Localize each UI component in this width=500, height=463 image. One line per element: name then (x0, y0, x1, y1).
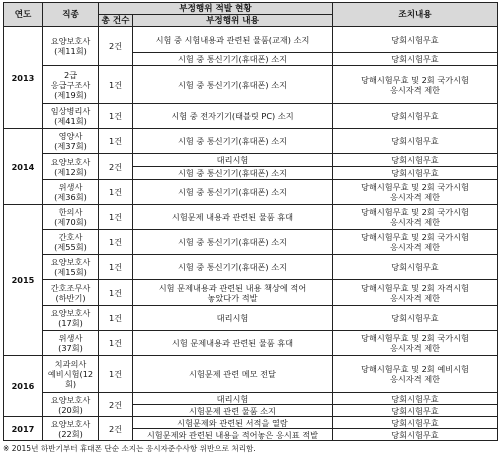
table-row (4, 104, 498, 129)
table-row (4, 27, 498, 53)
year-cell: 2016 (4, 356, 43, 417)
table-row (4, 66, 498, 104)
table-row (4, 356, 498, 393)
job-cell: 임상병리사 (제41회) (43, 104, 99, 129)
header-year: 연도 (4, 3, 43, 27)
footnote: ※ 2015년 하반기부터 휴대폰 단순 소지는 응시자준수사항 위반으로 처리함. (3, 444, 256, 453)
content-cell: 시험 문제내용과 관련된 물품 휴대 (133, 331, 333, 356)
count-cell: 1건 (99, 280, 133, 306)
count-cell: 1건 (99, 205, 133, 230)
table-row (4, 154, 498, 167)
job-cell: 위생사 (제36회) (43, 180, 99, 205)
content-cell: 시험문제 관련 물품 소지 (133, 405, 333, 417)
action-cell: 당해시험무효 및 2회 자격시험 응시자격 제한 (333, 280, 498, 306)
content-cell: 시험 중 통신기기(휴대폰) 소지 (133, 230, 333, 255)
action-cell: 당회시험무효 (333, 306, 498, 331)
action-cell: 당회시험무효 (333, 129, 498, 154)
job-cell: 2급 응급구조사 (제19회) (43, 66, 99, 104)
job-cell: 요양보호사 (제15회) (43, 255, 99, 280)
header-total-count: 총 건수 (99, 15, 133, 27)
job-cell: 영양사 (제37회) (43, 129, 99, 154)
table-row (4, 393, 498, 405)
table-row (4, 205, 498, 230)
count-cell: 1건 (99, 331, 133, 356)
job-cell: 간호사 (제55회) (43, 230, 99, 255)
year-cell: 2014 (4, 129, 43, 205)
count-cell: 1건 (99, 306, 133, 331)
table-row (4, 417, 498, 429)
table-row (4, 230, 498, 255)
action-cell: 당회시험무효 (333, 167, 498, 180)
count-cell: 2건 (99, 417, 133, 441)
count-cell: 1건 (99, 129, 133, 154)
action-cell: 당해시험무효 및 2회 국가시험 응시자격 제한 (333, 66, 498, 104)
action-cell: 당회시험무효 (333, 53, 498, 66)
count-cell: 2건 (99, 393, 133, 417)
header-violation-content: 부정행위 내용 (133, 15, 333, 27)
action-cell: 당회시험무효 (333, 393, 498, 405)
count-cell: 1건 (99, 104, 133, 129)
table-row (4, 331, 498, 356)
action-cell: 당회시험무효 (333, 429, 498, 441)
content-cell: 시험문제 내용과 관련된 물품 휴대 (133, 205, 333, 230)
count-cell: 1건 (99, 66, 133, 104)
content-cell: 시험 문제내용과 관련된 내용 책상에 적어 놓았다가 적발 (133, 280, 333, 306)
job-cell: 간호조무사 (하반기) (43, 280, 99, 306)
table-row (4, 255, 498, 280)
header-action: 조치내용 (333, 3, 498, 27)
job-cell: 한의사 (제70회) (43, 205, 99, 230)
action-cell: 당회시험무효 (333, 255, 498, 280)
job-cell: 요양보호사 (20회) (43, 393, 99, 417)
content-cell: 시험 중 전자기기(태블릿 PC) 소지 (133, 104, 333, 129)
count-cell: 2건 (99, 27, 133, 66)
content-cell: 대리시험 (133, 154, 333, 167)
action-cell: 당해시험무효 및 2회 국가시험 응시자격 제한 (333, 230, 498, 255)
action-cell: 당회시험무효 (333, 104, 498, 129)
job-cell: 위생사 (37회) (43, 331, 99, 356)
action-cell: 당해시험무효 및 2회 국가시험 응시자격 제한 (333, 331, 498, 356)
content-cell: 시험 중 통신기기(휴대폰) 소지 (133, 167, 333, 180)
action-cell: 당해시험무효 및 2회 국가시험 응시자격 제한 (333, 180, 498, 205)
content-cell: 시험 중 통신기기(휴대폰) 소지 (133, 255, 333, 280)
action-cell: 당회시험무효 (333, 154, 498, 167)
content-cell: 대리시험 (133, 306, 333, 331)
table-row (4, 180, 498, 205)
job-cell: 치과의사 예비시험(12 회) (43, 356, 99, 393)
action-cell: 당회시험무효 (333, 27, 498, 53)
content-cell: 시험 중 통신기기(휴대폰) 소지 (133, 129, 333, 154)
count-cell: 1건 (99, 180, 133, 205)
table-row (4, 129, 498, 154)
count-cell: 1건 (99, 356, 133, 393)
violation-table (3, 2, 498, 441)
header-job: 직종 (43, 3, 99, 27)
job-cell: 요양보호사 (제11회) (43, 27, 99, 66)
content-cell: 시험문제 관련 메모 전달 (133, 356, 333, 393)
action-cell: 당해시험무효 및 2회 국가시험 응시자격 제한 (333, 205, 498, 230)
table-row (4, 306, 498, 331)
action-cell: 당회시험무효 (333, 417, 498, 429)
job-cell: 요양보호사 (17회) (43, 306, 99, 331)
header-violation-status: 부정행위 적발 현황 (99, 3, 333, 15)
count-cell: 1건 (99, 230, 133, 255)
year-cell: 2017 (4, 417, 43, 441)
job-cell: 요양보호사 (제12회) (43, 154, 99, 180)
action-cell: 당회시험무효 (333, 405, 498, 417)
content-cell: 대리시험 (133, 393, 333, 405)
document (3, 2, 497, 454)
content-cell: 시험 중 통신기기(휴대폰) 소지 (133, 180, 333, 205)
job-cell: 요양보호사 (22회) (43, 417, 99, 441)
count-cell: 2건 (99, 154, 133, 180)
content-cell: 시험문제와 관련된 서적을 열람 (133, 417, 333, 429)
content-cell: 시험문제와 관련된 내용을 적어놓은 응시표 적발 (133, 429, 333, 441)
content-cell: 시험 중 통신기기(휴대폰) 소지 (133, 53, 333, 66)
year-cell: 2015 (4, 205, 43, 356)
content-cell: 시험 중 시험내용과 관련된 물품(교재) 소지 (133, 27, 333, 53)
action-cell: 당해시험무효 및 2회 예비시험 응시자격 제한 (333, 356, 498, 393)
count-cell: 1건 (99, 255, 133, 280)
year-cell: 2013 (4, 27, 43, 129)
content-cell: 시험 중 통신기기(휴대폰) 소지 (133, 66, 333, 104)
table-row (4, 280, 498, 306)
